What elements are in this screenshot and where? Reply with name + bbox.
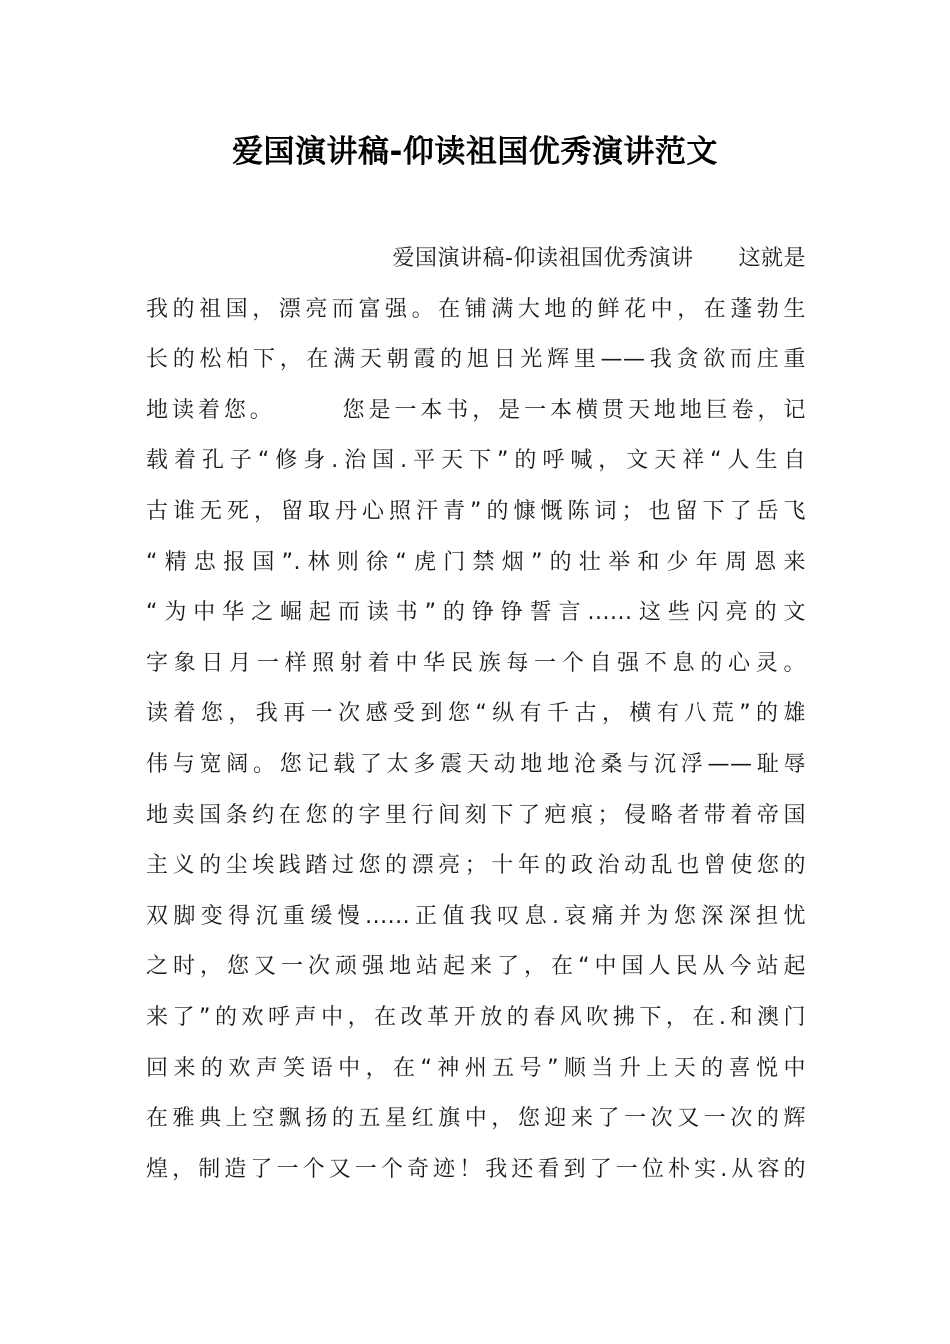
body-line: 我的祖国，漂亮而富强。在铺满大地的鲜花中，在蓬勃生: [146, 296, 806, 322]
body-line: 字象日月一样照射着中华民族每一个自强不息的心灵。: [146, 650, 806, 676]
body-line: 在雅典上空飘扬的五星红旗中，您迎来了一次又一次的辉: [146, 1106, 806, 1132]
body-line: 读着您，我再一次感受到您“纵有千古，横有八荒”的雄: [146, 701, 806, 727]
body-line: 古谁无死，留取丹心照汗青”的慷慨陈词；也留下了岳飞: [146, 498, 806, 524]
body-line: 之时，您又一次顽强地站起来了，在“中国人民从今站起: [146, 954, 806, 980]
body-line: 地卖国条约在您的字里行间刻下了疤痕；侵略者带着帝国: [146, 802, 806, 828]
body-line: 来了”的欢呼声中，在改革开放的春风吹拂下，在.和澳门: [146, 1004, 806, 1030]
body-line: 回来的欢声笑语中，在“神州五号”顺当升上天的喜悦中: [146, 1055, 806, 1081]
body-line: 载着孔子“修身.治国.平天下”的呼喊，文天祥“人生自: [146, 448, 806, 474]
body-line: 爱国演讲稿-仰读祖国优秀演讲 这就是: [392, 246, 806, 271]
body-line: 主义的尘埃践踏过您的漂亮；十年的政治动乱也曾使您的: [146, 853, 806, 879]
body-line: “精忠报国”.林则徐“虎门禁烟”的壮举和少年周恩来: [146, 549, 806, 575]
body-line: “为中华之崛起而读书”的铮铮誓言......这些闪亮的文: [146, 600, 806, 626]
body-line: 煌，制造了一个又一个奇迹！我还看到了一位朴实.从容的: [146, 1156, 806, 1182]
body-line: 长的松柏下，在满天朝霞的旭日光辉里——我贪欲而庄重: [146, 347, 806, 373]
document-body: [146, 234, 806, 1195]
document-title: 爱国演讲稿-仰读祖国优秀演讲范文: [232, 134, 718, 170]
body-line: 伟与宽阔。您记载了太多震天动地地沧桑与沉浮——耻辱: [146, 751, 806, 777]
body-line: 地读着您。 您是一本书，是一本横贯天地地巨卷，记: [146, 397, 806, 423]
body-line: 双脚变得沉重缓慢......正值我叹息.哀痛并为您深深担忧: [146, 903, 806, 929]
